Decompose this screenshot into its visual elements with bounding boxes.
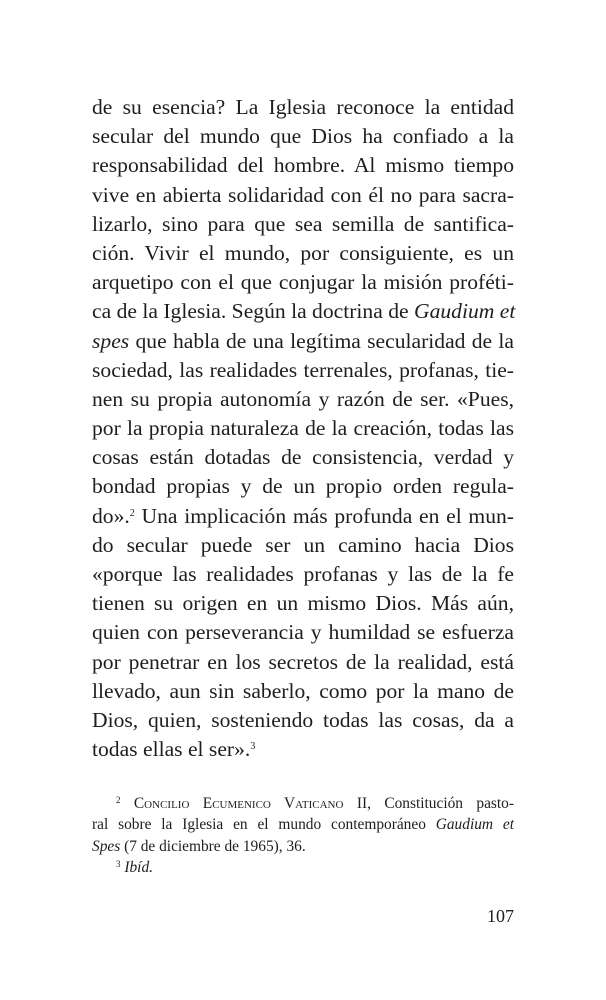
footnote-2 xyxy=(92,793,514,814)
text-line xyxy=(92,356,514,385)
text-line-content: todas ellas el ser». xyxy=(92,737,251,762)
footnote-number: 3 xyxy=(116,859,121,870)
footnote-reference: 3 xyxy=(250,741,256,753)
text-line xyxy=(92,385,514,414)
text-line-content: vive en abierta solidaridad con él no para sacra- xyxy=(92,182,514,207)
text-line xyxy=(92,122,514,151)
footnote-text: Ibíd. xyxy=(124,859,153,877)
text-line xyxy=(92,706,514,735)
text-line xyxy=(92,181,514,210)
text-line xyxy=(92,472,514,501)
text-line-content: que habla de una legítima secularidad de la xyxy=(129,328,514,353)
text-line xyxy=(92,239,514,268)
text-line xyxy=(92,93,514,122)
text-line xyxy=(92,210,514,239)
footnote-author: Concilio Ecumenico Vaticano xyxy=(133,795,344,812)
text-line-content: secular del mundo que Dios ha confiado a la xyxy=(92,124,514,149)
text-line xyxy=(92,735,514,764)
footnote-text: II, Constitución pasto- xyxy=(343,795,515,812)
text-line-content: bondad propias y de un propio orden regula- xyxy=(92,474,514,499)
text-line-content: lizarlo, sino para que sea semilla de santifica- xyxy=(92,211,514,236)
text-line xyxy=(92,443,514,472)
page-number: 107 xyxy=(487,906,514,926)
footnotes xyxy=(92,793,514,879)
text-line-content: arquetipo con el que conjugar la misión proféti- xyxy=(92,270,514,295)
text-line xyxy=(92,297,514,326)
footnote-text: ral sobre la Iglesia en el mundo contemporáneo xyxy=(92,816,436,834)
text-line-content: por la propia naturaleza de la creación, todas las xyxy=(92,416,514,441)
text-line xyxy=(92,327,514,356)
text-line-content: quien con perseverancia y humildad se esfuerza xyxy=(92,620,514,645)
text-line-content: cosas están dotadas de consistencia, verdad y xyxy=(92,445,514,470)
text-line-content: Una implicación más profunda en el mun- xyxy=(134,503,514,528)
text-line-content: do». xyxy=(92,503,130,528)
text-line xyxy=(92,648,514,677)
text-line-content: sociedad, las realidades terrenales, profanas, tie- xyxy=(92,357,514,382)
footnote-number: 2 xyxy=(116,795,121,805)
text-line xyxy=(92,502,514,531)
text-line-content: Dios, quien, sosteniendo todas las cosas, da a xyxy=(92,707,514,732)
text-line xyxy=(92,151,514,180)
text-line xyxy=(92,618,514,647)
italic-title: Gaudium et xyxy=(413,299,516,324)
footnote-2-line xyxy=(92,836,514,857)
body-text xyxy=(92,93,514,764)
text-line-content: nen su propia autonomía y razón de ser. «Pues, xyxy=(92,386,514,411)
text-line xyxy=(92,589,514,618)
text-line xyxy=(92,414,514,443)
text-line-content: llevado, aun sin saberlo, como por la mano de xyxy=(92,678,514,703)
footnote-text: (7 de diciembre de 1965), 36. xyxy=(120,837,306,855)
text-line-content: ca de la Iglesia. Según la doctrina de xyxy=(92,299,414,324)
text-line-content: tienen su origen en un mismo Dios. Más aún, xyxy=(92,591,514,616)
text-line xyxy=(92,531,514,560)
text-line-content: responsabilidad del hombre. Al mismo tiempo xyxy=(92,153,514,178)
text-line xyxy=(92,677,514,706)
text-line-content: de su esencia? La Iglesia reconoce la entidad xyxy=(92,95,514,119)
text-line-content: por penetrar en los secretos de la realidad, está xyxy=(92,649,514,674)
text-line xyxy=(92,268,514,297)
text-line-content: «porque las realidades profanas y las de la fe xyxy=(92,562,514,586)
footnote-reference: 2 xyxy=(129,507,135,519)
text-line xyxy=(92,560,514,589)
footnote-3 xyxy=(92,857,514,878)
text-line-content: ción. Vivir el mundo, por consiguiente, es un xyxy=(92,240,514,265)
italic-title: spes xyxy=(92,328,130,353)
footnote-title: Spes xyxy=(92,837,121,855)
text-line-content: do secular puede ser un camino hacia Dios xyxy=(92,532,514,557)
footnote-2-line xyxy=(92,814,514,835)
footnote-title: Gaudium et xyxy=(435,816,514,834)
